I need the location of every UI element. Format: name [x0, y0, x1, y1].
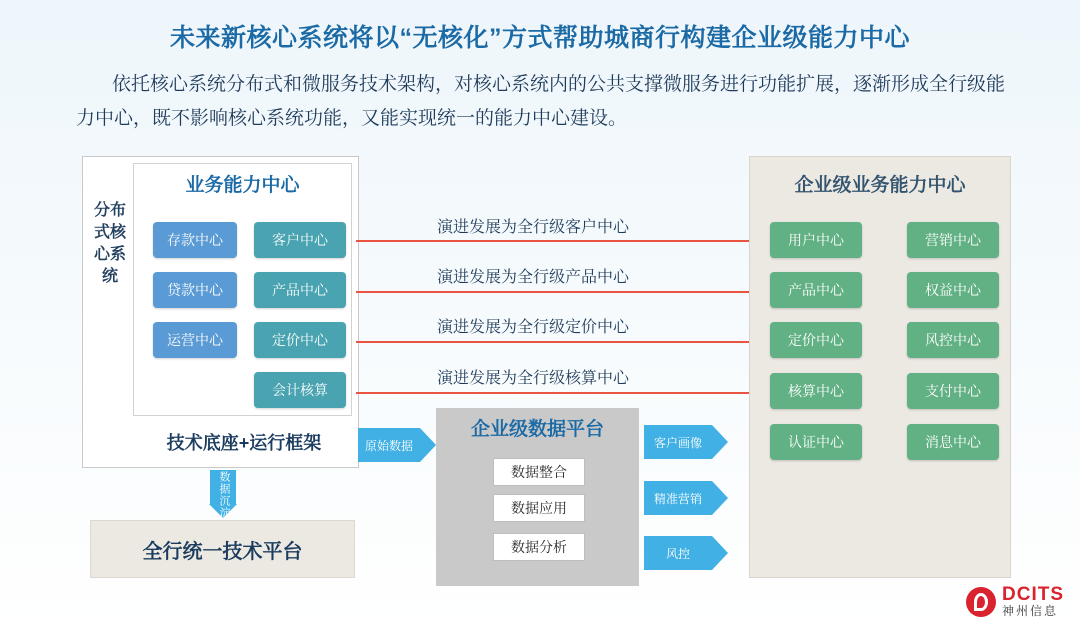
chip-risk-center[interactable]: 风控中心	[907, 322, 999, 358]
chip-ent-product-center[interactable]: 产品中心	[770, 272, 862, 308]
risk-control-arrow	[644, 536, 712, 570]
arrow-tip	[712, 536, 728, 570]
chip-deposit-center[interactable]: 存款中心	[153, 222, 237, 258]
raw-data-arrow	[358, 428, 420, 462]
customer-profile-arrow-label: 客户画像	[653, 435, 702, 450]
brand-name-cn: 神州信息	[1002, 604, 1059, 619]
chip-pricing-center[interactable]: 定价中心	[254, 322, 346, 358]
chip-product-center[interactable]: 产品中心	[254, 272, 346, 308]
risk-control-arrow-label: 风控	[665, 546, 690, 561]
customer-profile-arrow	[644, 425, 712, 459]
chip-ent-accounting-center[interactable]: 核算中心	[770, 373, 862, 409]
distributed-core-label: 分布式核心系统	[93, 202, 126, 285]
precision-marketing-arrow	[644, 481, 712, 515]
brand-name-en: DCITS	[1002, 584, 1064, 606]
evolution-arrow-4	[356, 392, 760, 394]
evolution-arrow-1	[356, 240, 760, 242]
chip-payment-center[interactable]: 支付中心	[907, 373, 999, 409]
chip-auth-center[interactable]: 认证中心	[770, 424, 862, 460]
evolution-arrow-label-4: 演进发展为全行级核算中心	[437, 370, 630, 387]
dcits-mark-icon	[966, 587, 996, 617]
data-platform-title: 企业级数据平台	[470, 419, 604, 440]
page-title-text: 未来新核心系统将以“无核化”方式帮助城商行构建企业级能力中心	[169, 24, 910, 52]
page-title	[0, 18, 1080, 54]
chip-accounting-center[interactable]: 会计核算	[254, 372, 346, 408]
precision-marketing-arrow-label: 精准营销	[653, 491, 702, 506]
evolution-arrow-label-3: 演进发展为全行级定价中心	[437, 319, 630, 336]
chip-user-center[interactable]: 用户中心	[770, 222, 862, 258]
data-platform-item-analysis[interactable]: 数据分析	[493, 533, 585, 561]
enterprise-capability-container	[749, 156, 1011, 578]
unified-tech-platform: 全行统一技术平台	[90, 520, 355, 578]
enterprise-capability-title: 企业级业务能力中心	[794, 175, 966, 196]
chip-rights-center[interactable]: 权益中心	[907, 272, 999, 308]
evolution-arrow-3	[356, 341, 760, 343]
brand-logo	[966, 585, 1064, 618]
evolution-arrow-label-2: 演进发展为全行级产品中心	[437, 269, 630, 286]
evolution-arrow-2	[356, 291, 760, 293]
page-subtitle: 依托核心系统分布式和微服务技术架构，对核心系统内的公共支撑微服务进行功能扩展，逐渐形成全行级能力中心，既不影响核心系统功能，又能实现统一的能力中心建设。	[76, 74, 1006, 129]
chip-message-center[interactable]: 消息中心	[907, 424, 999, 460]
chip-ent-pricing-center[interactable]: 定价中心	[770, 322, 862, 358]
business-capability-center-title: 业务能力中心	[185, 175, 300, 196]
data-platform-item-integration[interactable]: 数据整合	[493, 458, 585, 486]
data-platform-item-application[interactable]: 数据应用	[493, 494, 585, 522]
arrow-tip	[712, 481, 728, 515]
arrow-tip	[712, 425, 728, 459]
chip-customer-center[interactable]: 客户中心	[254, 222, 346, 258]
raw-data-arrow-label: 原始数据	[364, 438, 413, 453]
arrow-tip	[420, 428, 436, 462]
chip-marketing-center[interactable]: 营销中心	[907, 222, 999, 258]
data-precipitation-label: 数据沉淀	[218, 471, 230, 519]
evolution-arrow-label-1: 演进发展为全行级客户中心	[437, 219, 630, 236]
chip-loan-center[interactable]: 贷款中心	[153, 272, 237, 308]
chip-operation-center[interactable]: 运营中心	[153, 322, 237, 358]
tech-base-label: 技术底座+运行框架	[136, 420, 352, 464]
brand-logo-text	[1002, 585, 1064, 618]
